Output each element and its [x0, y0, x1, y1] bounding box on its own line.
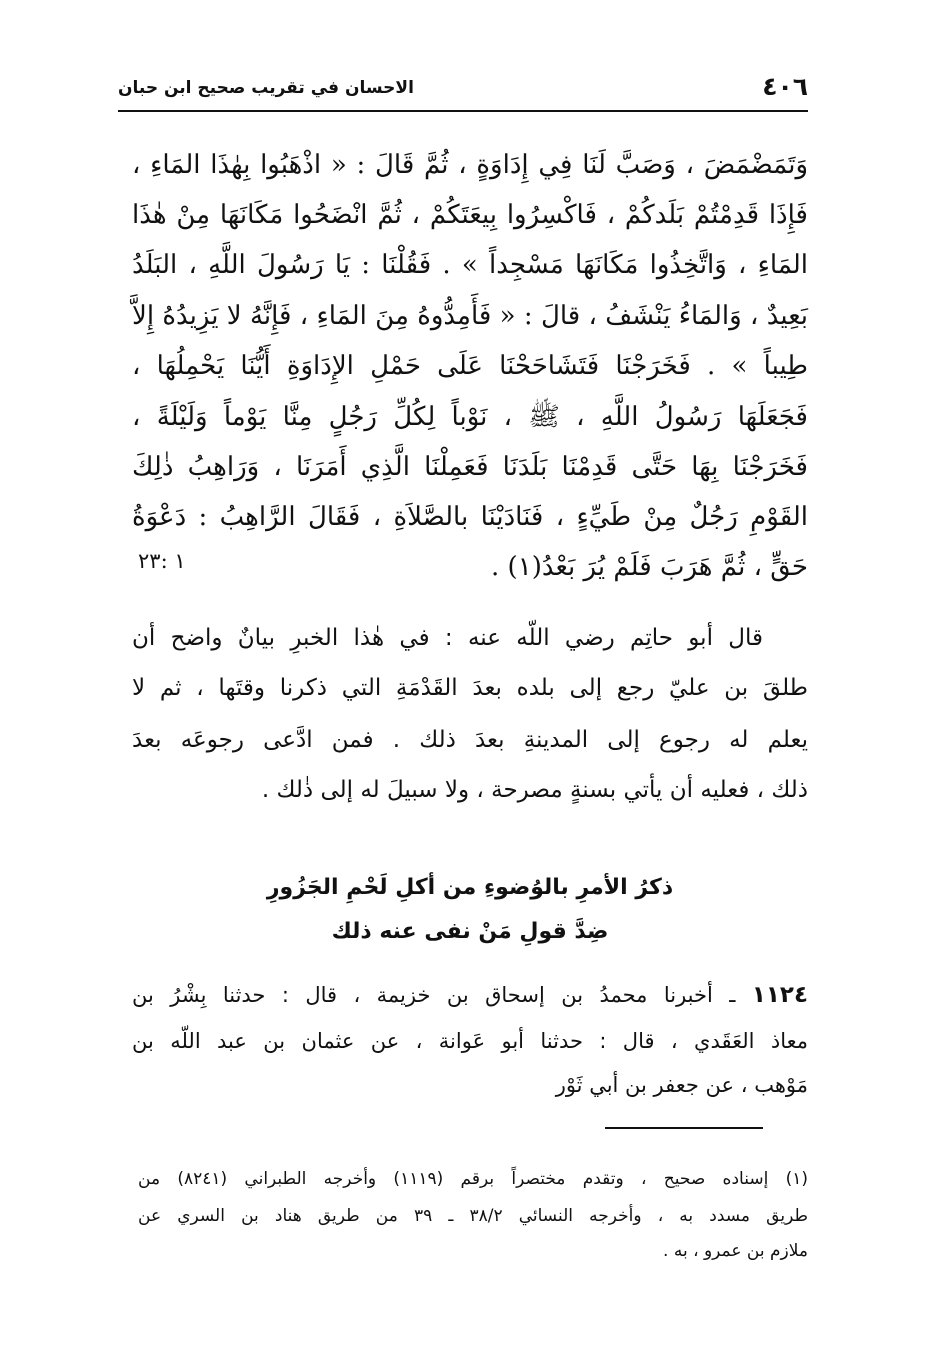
hadith-line: وَتَمَضْمَضَ ، وَصَبَّ لَنَا فِي إِدَاوَةٍ ، ثُمَّ قَالَ : « اذْهَبُوا بِهٰذَا المَاءِ ، [132, 150, 808, 180]
commentary-line: طلقَ بن عليّ رجع إلى بلده بعدَ القَدْمَةِ التي ذكرنا وقتَها ، ثم لا [132, 675, 808, 701]
commentary-line: قال أبو حاتِم رضي اللّه عنه : في هٰذا الخبرِ بيانٌ واضح أن [132, 625, 763, 651]
hadith-line: فَخَرَجْنَا بِهَا حَتَّى قَدِمْنَا بَلَدَنَا فَعَمِلْنَا الَّذِي أَمَرَنَا ، وَرَاهِبُ ذٰلِكَ [132, 452, 808, 482]
hadith-1124-line [132, 972, 808, 1018]
hadith-line: فَجَعَلَهَا رَسُولُ اللَّهِ ، ﷺ ، نَوْباً لِكُلِّ رَجُلٍ مِنَّا يَوْماً وَلَيْلَةً ، [132, 402, 808, 432]
page-number: ٤٠٦ [762, 72, 808, 101]
hadith-line: طِيباً » . فَخَرَجْنَا فَتَشَاحَحْنَا عَلَى حَمْلِ الإِدَاوَةِ أَيُّنَا يَحْمِلُهَا ، [132, 351, 808, 381]
footnote-line: ملازم بن عمرو ، به . [663, 1241, 808, 1261]
source-reference: ١ :٢٣ [138, 549, 186, 573]
hadith-line: فَإِذَا قَدِمْتُمْ بَلَدكُمْ ، فَاكْسِرُوا بِيعَتَكُمْ ، ثُمَّ انْضَحُوا مَكَانَهَا مِنْ هٰذَا [132, 200, 808, 230]
hadith-line: حَقٍّ ، ثُمَّ هَرَبَ فَلَمْ يُرَ بَعْدُ(١) . [491, 552, 808, 582]
footnote-separator [605, 1127, 763, 1129]
section-heading-line-1: ذكرُ الأمرِ بالوُضوءِ من أكلِ لَحْمِ الجَزُورِ [266, 875, 674, 900]
hadith-line: بَعِيدٌ ، وَالمَاءُ يَنْشَفُ ، قالَ : « فَأَمِدُّوهُ مِنَ المَاءِ ، فَإِنَّهُ لا يَزِيدُهُ إِلاَّ [132, 301, 808, 331]
hadith-number: ١١٢٤ [751, 982, 808, 1008]
commentary-line: يعلم له رجوع إلى المدينةِ بعدَ ذلك . فمن ادَّعى رجوعَه بعدَ [132, 727, 808, 753]
footnote-line: طريق مسدد به ، وأخرجه النسائي ٣٨/٢ ـ ٣٩ من طريق هناد بن السري عن [138, 1206, 808, 1226]
page-header [118, 72, 808, 108]
hadith-1124-line-1-text: ـ أخبرنا محمدُ بن إسحاق بن خزيمة ، قال : حدثنا بِشْرُ بن [132, 983, 736, 1007]
footnote-line: (١) إسناده صحيح ، وتقدم مختصراً برقم (١١١٩) وأخرجه الطبراني (٨٢٤١) من [138, 1169, 808, 1189]
header-rule [118, 110, 808, 112]
running-title: الاحسان في تقريب صحيح ابن حبان [118, 78, 414, 98]
section-heading-line-2: ضِدَّ قولِ مَنْ نفى عنه ذلك [331, 919, 609, 944]
commentary-line: ذلك ، فعليه أن يأتي بسنةٍ مصرحة ، ولا سبيلَ له إلى ذٰلك . [261, 777, 808, 803]
hadith-line: القَوْمِ رَجُلٌ مِنْ طَيِّءٍ ، فَنَادَيْنَا بالصَّلاَةِ ، فَقَالَ الرَّاهِبُ : دَعْوَةُ [132, 502, 808, 532]
hadith-1124-line: معاذ العَقَدي ، قال : حدثنا أبو عَوانة ، عن عثمان بن عبد اللّه بن [132, 1029, 808, 1053]
hadith-line: المَاءِ ، وَاتَّخِذُوا مَكَانَهَا مَسْجِداً » . فَقُلْنَا : يَا رَسُولَ اللَّهِ ، البَلَدُ [132, 250, 808, 280]
hadith-1124-line: مَوْهب ، عن جعفر بن أبي ثَوْر [555, 1073, 808, 1097]
